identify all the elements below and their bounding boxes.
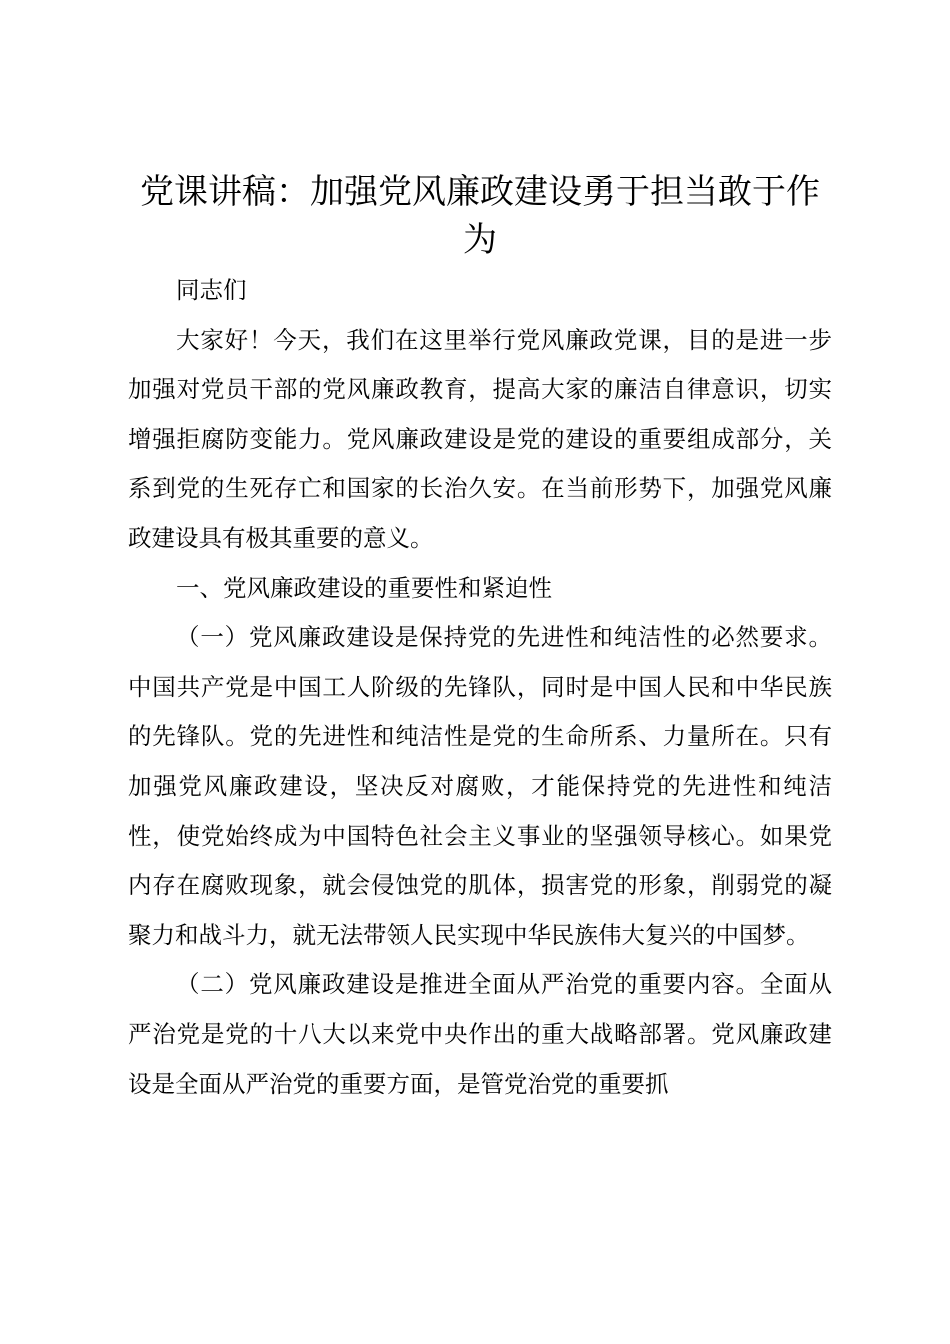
document-page bbox=[128, 168, 832, 1109]
section-paragraph-1: （一）党风廉政建设是保持党的先进性和纯洁性的必然要求。中国共产党是中国工人阶级的先锋队，同时是中国人民和中华民族的先锋队。党的先进性和纯洁性是党的生命所系、力量所在。只有加强党风廉政建设，坚决反对腐败，才能保持党的先进性和纯洁性，使党始终成为中国特色社会主义事业的坚强领导核心。如果党内存在腐败现象，就会侵蚀党的肌体，损害党的形象，削弱党的凝聚力和战斗力，就无法带领人民实现中华民族伟大复兴的中国梦。 bbox=[128, 623, 832, 949]
section-paragraph-2: （二）党风廉政建设是推进全面从严治党的重要内容。全面从严治党是党的十八大以来党中央作出的重大战略部署。党风廉政建设是全面从严治党的重要方面，是管党治党的重要抓 bbox=[128, 970, 832, 1098]
section-heading: 一、党风廉政建设的重要性和紧迫性 bbox=[176, 573, 552, 602]
intro-paragraph: 大家好！今天，我们在这里举行党风廉政党课，目的是进一步加强对党员干部的党风廉政教育，提高大家的廉洁自律意识，切实增强拒腐防变能力。党风廉政建设是党的建设的重要组成部分，关系到党的生死存亡和国家的长治久安。在当前形势下，加强党风廉政建设具有极其重要的意义。 bbox=[128, 325, 832, 552]
salutation: 同志们 bbox=[176, 276, 247, 304]
document-title: 党课讲稿：加强党风廉政建设勇于担当敢于作为 bbox=[140, 172, 820, 260]
